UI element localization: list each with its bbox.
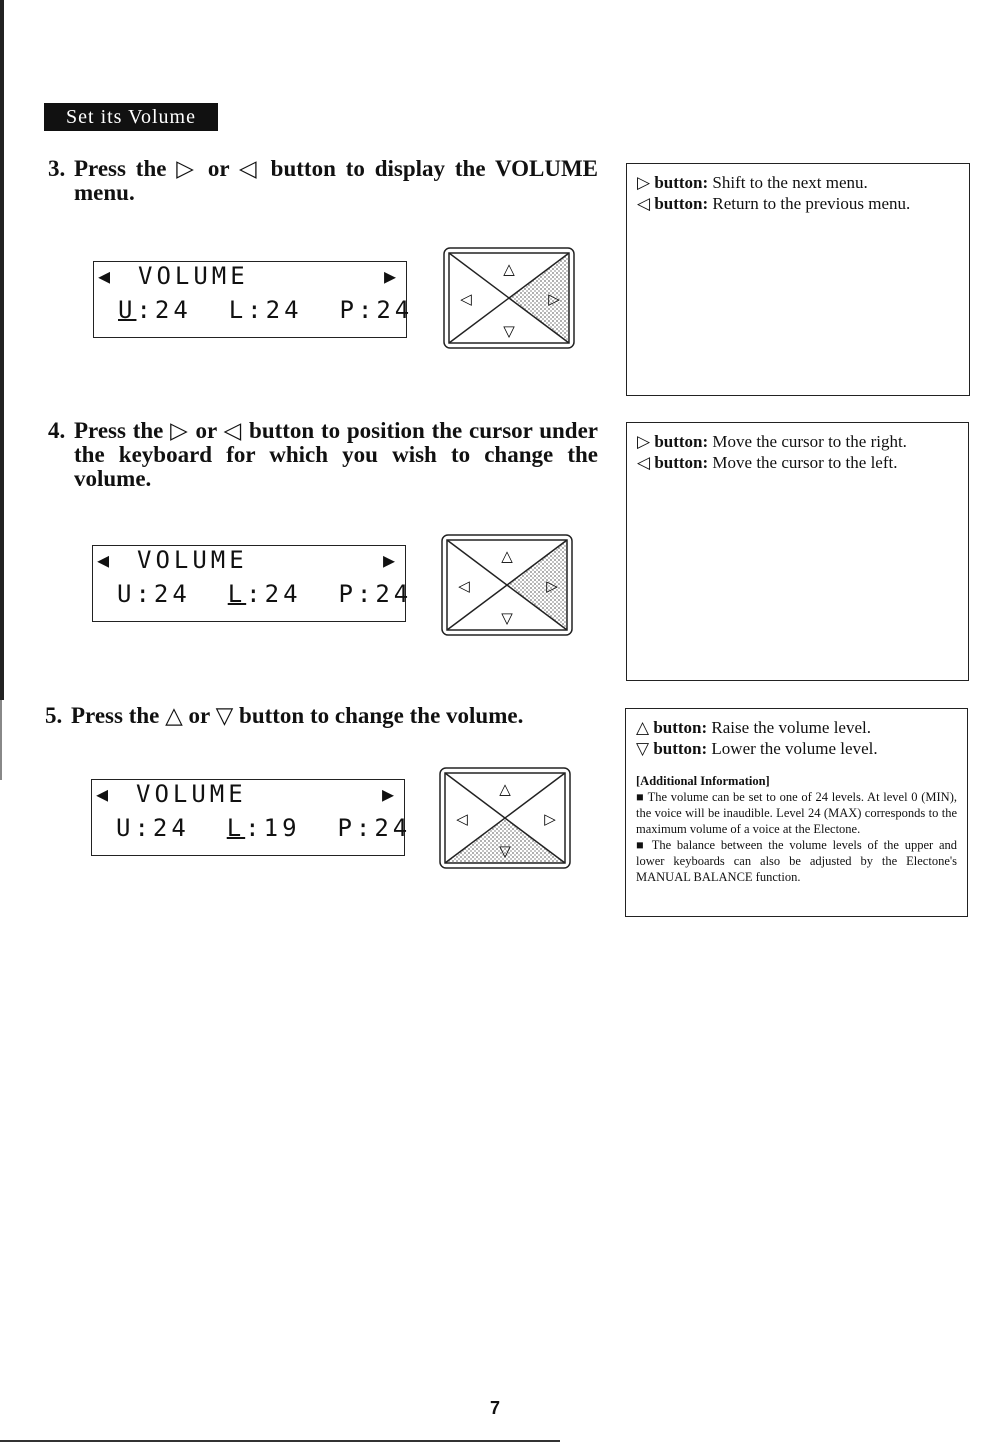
dpad-diagram-2 [438,531,578,639]
dpad-up-icon: △ [501,547,513,565]
note-text: Lower the volume level. [707,739,878,758]
note-text: Shift to the next menu. [708,173,868,192]
lcd-upper-value: :24 [134,814,190,842]
lcd-right-arrow-icon: ▶ [384,264,397,288]
note-box-3 [625,708,968,917]
lcd-lower-label: L [227,580,247,608]
lcd-left-arrow-icon: ◀ [96,782,109,806]
note-label: △ button: [636,718,708,737]
dpad-down-icon: ▽ [499,842,511,860]
dpad-diagram-1 [440,244,578,352]
step-number: 3. [48,156,66,181]
note-line-left [637,452,958,473]
dpad-up-icon: △ [503,260,515,278]
additional-info-bullet: ■ The volume can be set to one of 24 levels. At level 0 (MIN), the voice will be inaudible. Level 24 (MAX) corresponds to the maximum volume of a voice at the Electone. [636,790,957,836]
note-text: Move the cursor to the right. [708,432,907,451]
page-number: 7 [490,1398,501,1418]
note-line-down [636,738,957,759]
lcd-title: VOLUME [136,780,247,808]
lcd-values [118,296,413,324]
note-label: ▷ button: [637,432,709,451]
note-box-2 [626,422,969,681]
lcd-title: VOLUME [138,262,249,290]
lcd-lower-value: :24 [247,296,303,324]
lcd-upper-label: U [118,296,137,324]
lcd-lower-value: :24 [246,580,302,608]
lcd-pedal-value: :24 [355,814,412,842]
dpad-up-icon: △ [499,780,511,798]
note-line-right [637,431,958,452]
dpad-right-icon: ▷ [546,577,558,595]
dpad-diagram-3 [436,764,576,872]
binding-edge [0,0,4,700]
lcd-upper-value: :24 [136,296,192,324]
note-line-right [637,172,959,193]
dpad-right-icon: ▷ [544,810,556,828]
lcd-values [117,580,412,608]
dpad-down-icon: ▽ [501,609,513,627]
note-label: ◁ button: [637,194,709,213]
lcd-right-arrow-icon: ▶ [382,782,395,806]
dpad-left-icon: ◁ [456,810,468,828]
step-text: Press the △ or ▽ button to change the volume. [71,703,524,728]
step-text: Press the ▷ or ◁ button to position the cursor under the keyboard for which you wish to change the volume. [74,418,598,491]
lcd-pedal-value: :24 [356,580,413,608]
lcd-display-3 [91,779,412,856]
note-text: Return to the previous menu. [708,194,911,213]
note-line-left [637,193,959,214]
note-box-1 [626,163,970,396]
note-text: Move the cursor to the left. [708,453,898,472]
lcd-upper-label: U [116,814,135,842]
section-title: Set its Volume [44,103,218,131]
step-5 [45,704,605,728]
lcd-right-arrow-icon: ▶ [383,548,396,572]
lcd-pedal-label: P [339,296,358,324]
lcd-display-2 [92,545,413,622]
dpad-down-icon: ▽ [503,322,515,340]
lcd-display-1 [93,261,414,338]
note-label: ▷ button: [637,173,709,192]
lcd-pedal-value: :24 [357,296,414,324]
note-label: ◁ button: [637,453,709,472]
lcd-pedal-label: P [337,814,356,842]
additional-information [636,773,957,885]
additional-info-title: [Additional Information] [636,774,770,788]
lcd-pedal-label: P [338,580,357,608]
lcd-lower-label: L [228,296,248,324]
note-line-up [636,717,957,738]
step-text: Press the ▷ or ◁ button to display the VOLUME menu. [74,156,598,205]
lcd-left-arrow-icon: ◀ [97,548,110,572]
note-text: Raise the volume level. [707,718,871,737]
dpad-left-icon: ◁ [458,577,470,595]
step-3 [48,157,598,205]
lcd-left-arrow-icon: ◀ [98,264,111,288]
additional-info-bullet: ■ The balance between the volume levels of the upper and lower keyboards can also be adjusted by the Electone's MANUAL BALANCE function. [636,838,957,884]
dpad-left-icon: ◁ [460,290,472,308]
binding-edge-lower [0,700,2,780]
lcd-upper-label: U [117,580,136,608]
lcd-lower-value: :19 [245,814,301,842]
dpad-right-icon: ▷ [548,290,560,308]
lcd-upper-value: :24 [135,580,191,608]
note-label: ▽ button: [636,739,708,758]
lcd-title: VOLUME [137,546,248,574]
lcd-values [116,814,411,842]
step-number: 5. [45,703,63,728]
lcd-lower-label: L [226,814,246,842]
step-4 [48,419,598,491]
step-number: 4. [48,418,66,443]
footer-rule [0,1440,560,1442]
